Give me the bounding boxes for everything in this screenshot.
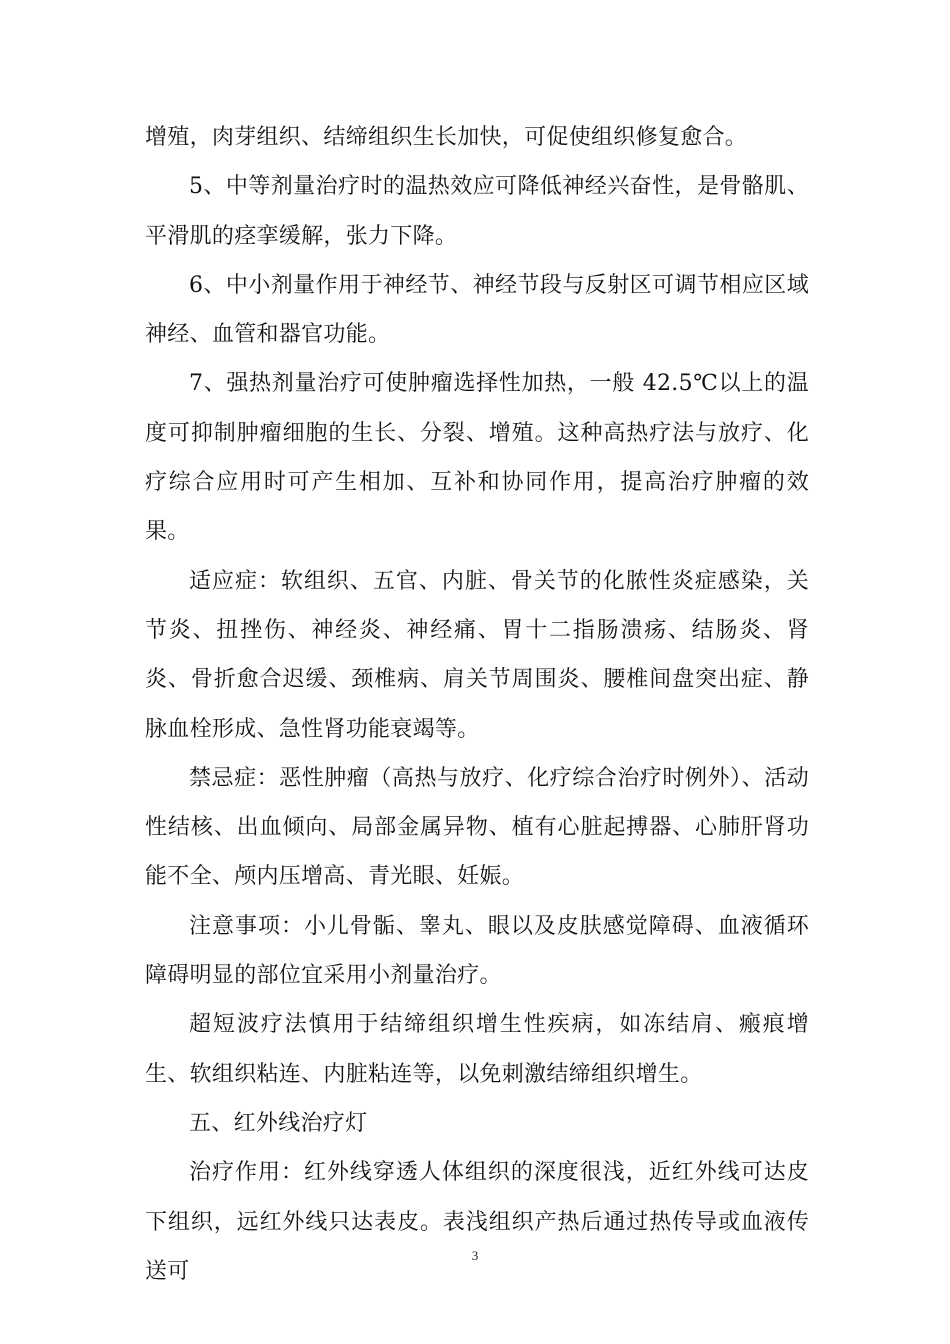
paragraph-precautions: 注意事项：小儿骨骺、睾丸、眼以及皮肤感觉障碍、血液循环障碍明显的部位宜采用小剂量治疗。: [145, 913, 809, 989]
paragraph-ultrashort-wave-caution: 超短波疗法慎用于结缔组织增生性疾病，如冻结肩、瘢痕增生、软组织粘连、内脏粘连等，以免刺激结缔组织增生。: [145, 1012, 809, 1087]
page-number: 3: [471, 1248, 479, 1263]
paragraph-item-5: 5、中等剂量治疗时的温热效应可降低神经兴奋性，是骨骼肌、平滑肌的痉挛缓解，张力下降。: [145, 174, 809, 249]
paragraph-continuation: 增殖，肉芽组织、结缔组织生长加快，可促使组织修复愈合。: [145, 125, 748, 150]
paragraph-item-7: 7、强热剂量治疗可使肿瘤选择性加热，一般 42.5℃以上的温度可抑制肿瘤细胞的生长、分裂、增殖。这种高热疗法与放疗、化疗综合应用时可产生相加、互补和协同作用，提高治疗肿瘤的效果。: [145, 371, 809, 545]
section-heading: 五、红外线治疗灯: [189, 1110, 368, 1136]
body-text: [145, 113, 809, 1296]
paragraph-indications: 适应症：软组织、五官、内脏、骨关节的化脓性炎症感染，关节炎、扭挫伤、神经炎、神经痛、胃十二指肠溃疡、结肠炎、肾炎、骨折愈合迟缓、颈椎病、肩关节周围炎、腰椎间盘突出症、静脉血栓形成、急性肾功能衰竭等。: [145, 568, 809, 742]
paragraph-contraindications: 禁忌症：恶性肿瘤（高热与放疗、化疗综合治疗时例外）、活动性结核、出血倾向、局部金属异物、植有心脏起搏器、心肺肝肾功能不全、颅内压增高、青光眼、妊娠。: [145, 765, 809, 890]
paragraph-item-6: 6、中小剂量作用于神经节、神经节段与反射区可调节相应区域神经、血管和器官功能。: [145, 272, 809, 348]
paragraph-therapeutic-effect: 治疗作用：红外线穿透人体组织的深度很浅，近红外线可达皮下组织，远红外线只达表皮。表浅组织产热后通过热传导或血液传送可: [145, 1160, 809, 1284]
